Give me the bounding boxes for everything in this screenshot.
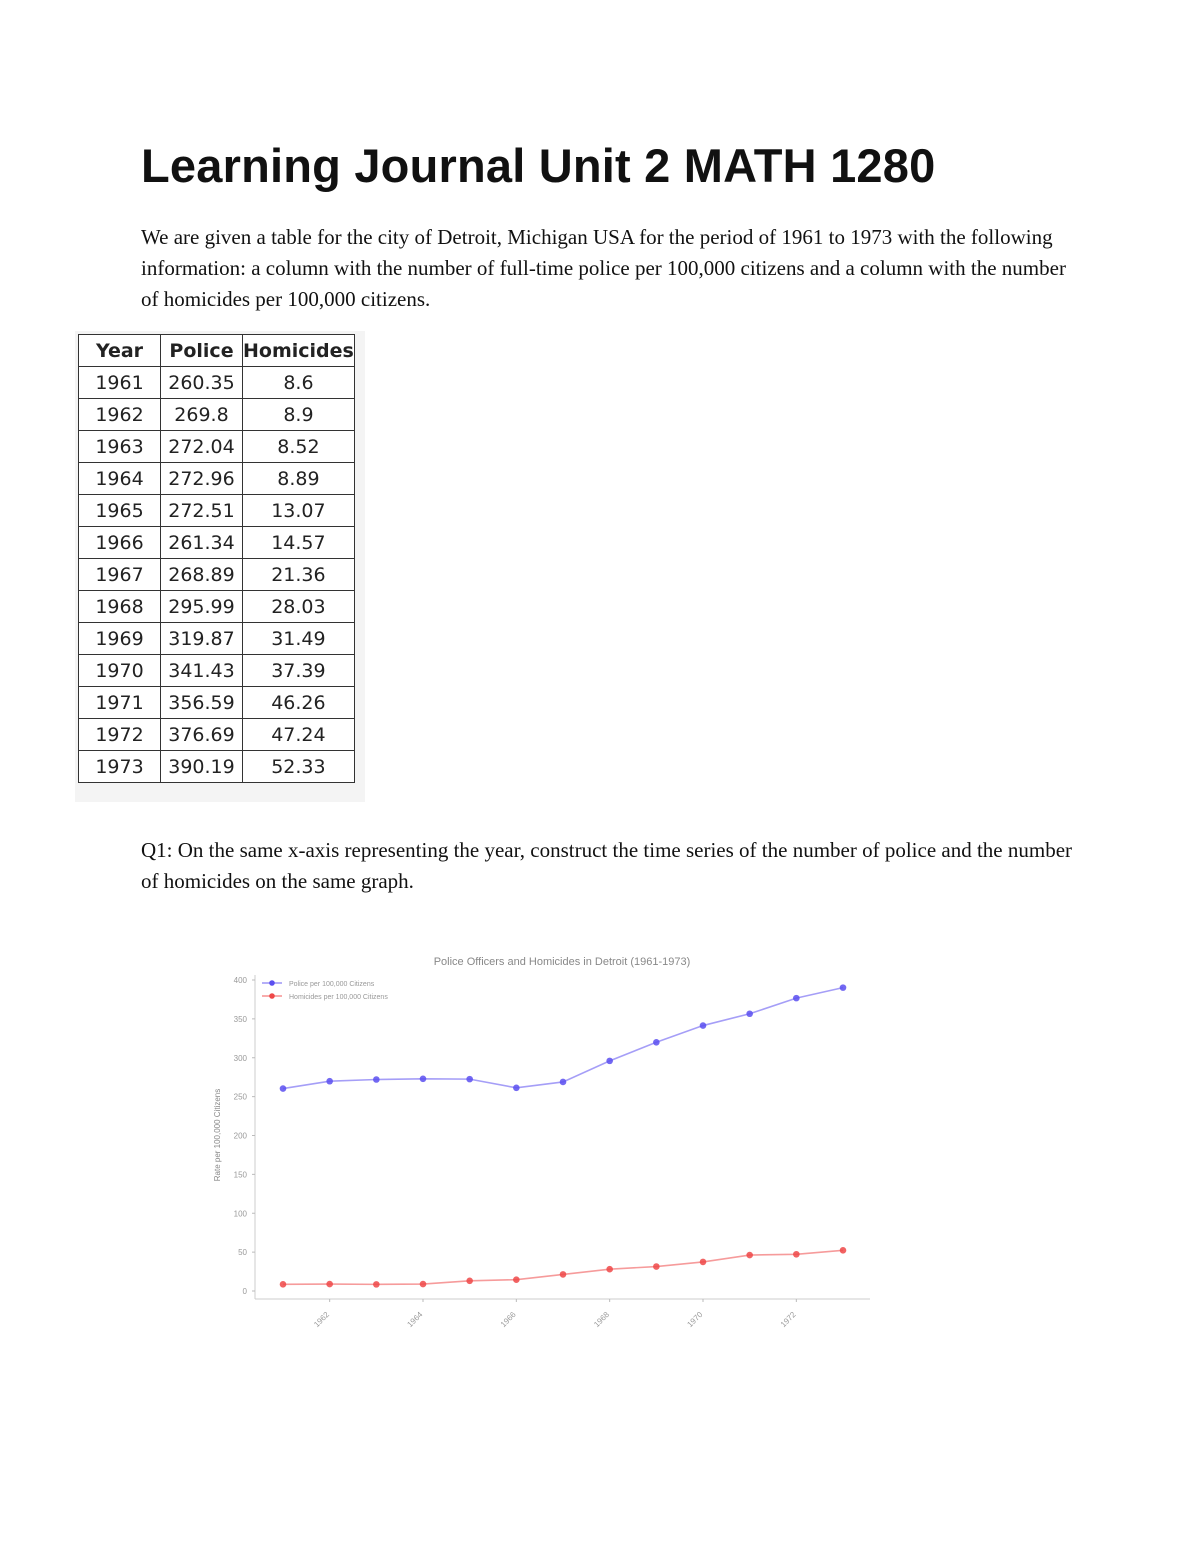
cell-homicides: 8.89 <box>243 463 355 495</box>
cell-year: 1970 <box>79 655 161 687</box>
table-row <box>79 751 355 783</box>
data-table <box>78 334 355 783</box>
table-row <box>79 687 355 719</box>
cell-police: 268.89 <box>161 559 243 591</box>
table-row <box>79 623 355 655</box>
question-1: Q1: On the same x-axis representing the year, construct the time series of the number of police and the number of homicides on the same graph. <box>141 838 1073 893</box>
data-point-police <box>746 1010 753 1017</box>
cell-year: 1961 <box>79 367 161 399</box>
table-row <box>79 367 355 399</box>
chart-title: Police Officers and Homicides in Detroit (1961-1973) <box>433 956 691 968</box>
data-point-police <box>653 1039 660 1046</box>
cell-homicides: 28.03 <box>243 591 355 623</box>
y-tick-label: 300 <box>233 1053 247 1063</box>
y-tick-label: 400 <box>233 976 247 985</box>
data-point-police <box>700 1022 707 1029</box>
cell-year: 1969 <box>79 623 161 655</box>
table-row <box>79 559 355 591</box>
cell-year: 1963 <box>79 431 161 463</box>
cell-year: 1965 <box>79 495 161 527</box>
cell-year: 1967 <box>79 559 161 591</box>
cell-year: 1973 <box>79 751 161 783</box>
cell-homicides: 13.07 <box>243 495 355 527</box>
data-point-homicides <box>280 1281 287 1288</box>
table-row <box>79 719 355 751</box>
data-point-police <box>513 1085 520 1092</box>
cell-homicides: 31.49 <box>243 623 355 655</box>
cell-year: 1964 <box>79 463 161 495</box>
data-point-police <box>280 1085 287 1092</box>
cell-homicides: 14.57 <box>243 527 355 559</box>
y-tick-label: 100 <box>233 1209 247 1219</box>
series-line-homicides <box>283 1250 843 1284</box>
cell-year: 1971 <box>79 687 161 719</box>
table-row <box>79 399 355 431</box>
y-tick-label: 150 <box>233 1170 247 1180</box>
cell-homicides: 8.52 <box>243 431 355 463</box>
data-point-police <box>466 1076 473 1083</box>
cell-police: 261.34 <box>161 527 243 559</box>
cell-police: 295.99 <box>161 591 243 623</box>
cell-police: 376.69 <box>161 719 243 751</box>
page-title: Learning Journal Unit 2 MATH 1280 <box>141 139 936 192</box>
legend-marker-police <box>269 980 275 986</box>
cell-police: 356.59 <box>161 687 243 719</box>
y-tick-label: 350 <box>233 1014 247 1024</box>
data-point-homicides <box>420 1281 427 1288</box>
line-chart <box>200 945 890 1345</box>
legend-label-homicides: Homicides per 100,000 Citizens <box>289 994 388 1001</box>
chart-series <box>280 984 847 1287</box>
cell-police: 272.96 <box>161 463 243 495</box>
header-year: Year <box>79 335 161 367</box>
data-point-homicides <box>466 1278 473 1285</box>
cell-year: 1962 <box>79 399 161 431</box>
cell-homicides: 52.33 <box>243 751 355 783</box>
cell-police: 260.35 <box>161 367 243 399</box>
x-tick-label: 1966 <box>498 1310 518 1329</box>
data-point-homicides <box>653 1263 660 1270</box>
cell-homicides: 47.24 <box>243 719 355 751</box>
data-point-homicides <box>373 1281 380 1288</box>
cell-police: 272.04 <box>161 431 243 463</box>
data-point-police <box>420 1075 427 1082</box>
data-point-police <box>373 1076 380 1083</box>
cell-year: 1966 <box>79 527 161 559</box>
table-header-row <box>79 335 355 367</box>
x-tick-label: 1962 <box>312 1310 332 1329</box>
y-tick-label: 200 <box>233 1131 247 1141</box>
header-police: Police <box>161 335 243 367</box>
y-tick-label: 250 <box>233 1092 247 1102</box>
data-point-homicides <box>513 1276 520 1283</box>
x-tick-label: 1964 <box>405 1310 425 1329</box>
data-point-homicides <box>560 1271 567 1278</box>
table-row <box>79 431 355 463</box>
cell-homicides: 21.36 <box>243 559 355 591</box>
cell-homicides: 8.6 <box>243 367 355 399</box>
table-row <box>79 591 355 623</box>
data-point-police <box>326 1078 333 1085</box>
cell-homicides: 46.26 <box>243 687 355 719</box>
chart-y-axis-label: Rate per 100,000 Citizens <box>213 1088 222 1182</box>
cell-police: 272.51 <box>161 495 243 527</box>
cell-police: 319.87 <box>161 623 243 655</box>
x-tick-label: 1968 <box>592 1310 612 1329</box>
data-point-homicides <box>606 1266 613 1273</box>
data-point-homicides <box>840 1247 847 1254</box>
data-point-police <box>793 995 800 1002</box>
chart-legend <box>262 980 388 1001</box>
cell-homicides: 37.39 <box>243 655 355 687</box>
table-body <box>79 367 355 783</box>
cell-year: 1972 <box>79 719 161 751</box>
cell-year: 1968 <box>79 591 161 623</box>
series-line-police <box>283 988 843 1089</box>
x-tick-label: 1972 <box>778 1310 798 1329</box>
data-point-homicides <box>793 1251 800 1258</box>
legend-label-police: Police per 100,000 Citizens <box>289 981 375 988</box>
data-point-police <box>840 984 847 991</box>
data-point-police <box>560 1079 567 1086</box>
y-tick-label: 0 <box>242 1287 247 1296</box>
cell-police: 390.19 <box>161 751 243 783</box>
table-row <box>79 527 355 559</box>
y-tick-label: 50 <box>238 1248 247 1258</box>
table-row <box>79 655 355 687</box>
legend-marker-homicides <box>269 993 275 999</box>
data-point-police <box>606 1058 613 1065</box>
data-table-container <box>75 331 365 802</box>
data-point-homicides <box>700 1259 707 1266</box>
table-row <box>79 463 355 495</box>
data-point-homicides <box>326 1281 333 1288</box>
intro-paragraph: We are given a table for the city of Detroit, Michigan USA for the period of 1961 to 1973 with the following information: a column with the number of full-time police per 100,000 citizens and a column with the number of homicides per 100,000 citizens. <box>141 225 1066 311</box>
data-point-homicides <box>746 1252 753 1259</box>
cell-homicides: 8.9 <box>243 399 355 431</box>
x-tick-label: 1970 <box>685 1310 705 1329</box>
table-row <box>79 495 355 527</box>
header-homicides: Homicides <box>243 335 355 367</box>
cell-police: 269.8 <box>161 399 243 431</box>
cell-police: 341.43 <box>161 655 243 687</box>
